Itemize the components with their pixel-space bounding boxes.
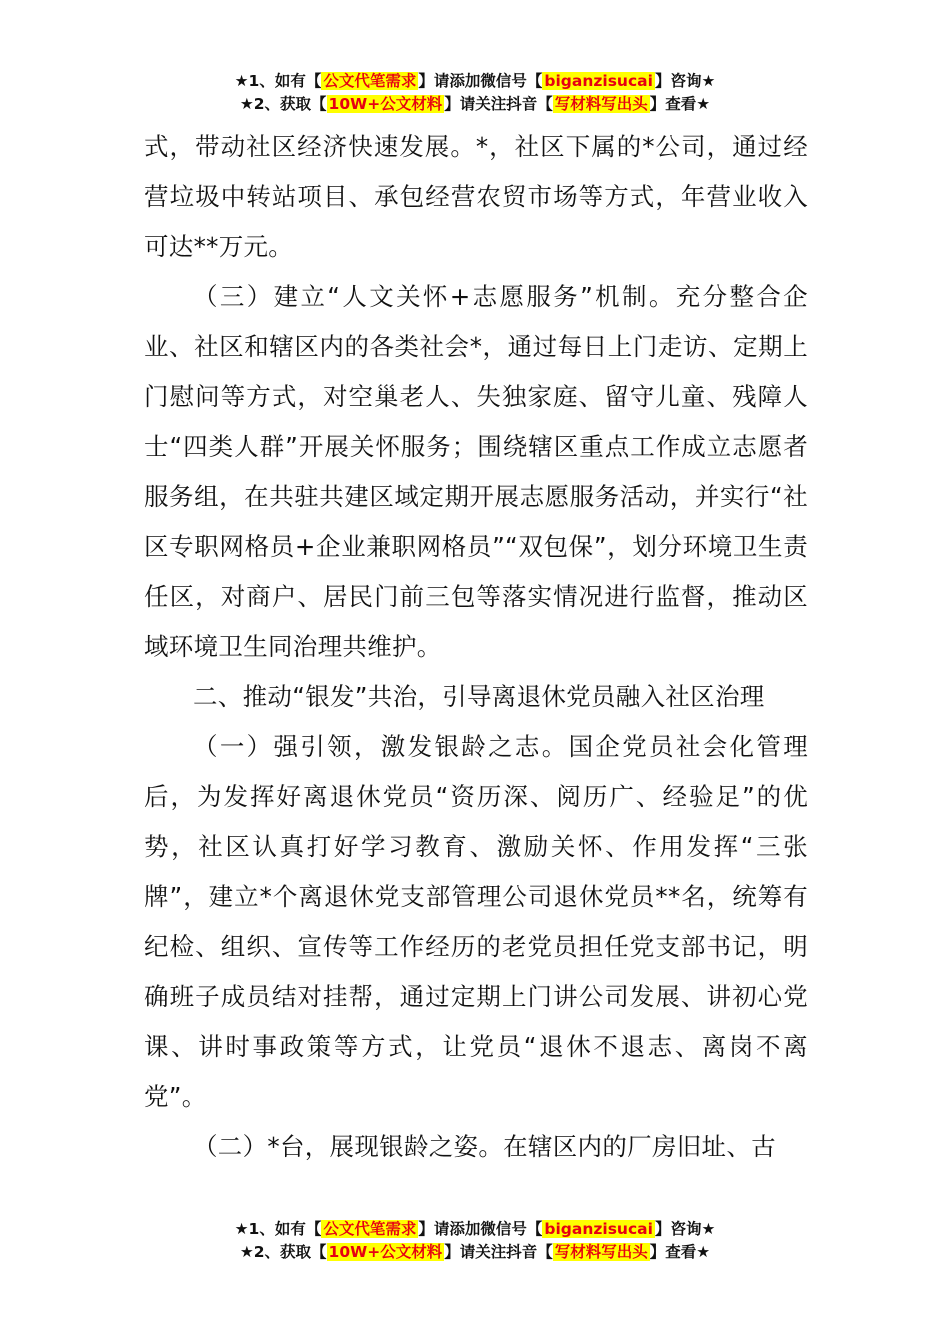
banner-line-2: ★2、获取【 10W+公文材料 】请关注抖音【 写材料写出头 】查看★ bbox=[239, 1243, 711, 1261]
highlight-douyin-account: 写材料写出头 bbox=[554, 95, 648, 113]
banner-line-1: ★1、如有【 公文代笔需求 】请添加微信号【 biganzisucai 】咨询★ bbox=[234, 1220, 716, 1238]
highlight-wechat-id: biganzisucai bbox=[544, 72, 653, 90]
banner-line-1: ★1、如有【 公文代笔需求 】请添加微信号【 biganzisucai 】咨询★ bbox=[234, 72, 716, 90]
banner-line-2: ★2、获取【 10W+公文材料 】请关注抖音【 写材料写出头 】查看★ bbox=[239, 95, 711, 113]
highlight-writing-service: 公文代笔需求 bbox=[323, 72, 417, 90]
paragraph-section-3: （三）建立“人文关怀+志愿服务”机制。充分整合企业、社区和辖区内的各类社会*，通过每日上门走访、定期上门慰问等方式，对空巢老人、失独家庭、留守儿童、残障人士“四类人群”开展关怀服务；围绕辖区重点工作成立志愿者服务组，在共驻共建区域定期开展志愿服务活动，并实行“社区专职网格员+企业兼职网格员”“双包保”，划分环境卫生责任区，对商户、居民门前三包等落实情况进行监督，推动区域环境卫生同治理共维护。 bbox=[144, 282, 808, 661]
highlight-douyin-account: 写材料写出头 bbox=[554, 1243, 648, 1261]
paragraph-subsection-2: （二）*台，展现银龄之姿。在辖区内的厂房旧址、古 bbox=[193, 1132, 776, 1161]
highlight-wechat-id: biganzisucai bbox=[544, 1220, 653, 1238]
highlight-materials: 10W+公文材料 bbox=[328, 1243, 443, 1261]
bottom-banner bbox=[0, 1218, 950, 1264]
paragraph-continuation: 式，带动社区经济快速发展。*，社区下属的*公司，通过经营垃圾中转站项目、承包经营农贸市场等方式，年营业收入可达**万元。 bbox=[144, 132, 808, 261]
document-body bbox=[144, 122, 808, 1172]
top-banner bbox=[0, 70, 950, 116]
paragraph-subsection-1: （一）强引领，激发银龄之志。国企党员社会化管理后，为发挥好离退休党员“资历深、阅历广、经验足”的优势，社区认真打好学习教育、激励关怀、作用发挥“三张牌”，建立*个离退休党支部管理公司退休党员**名，统筹有纪检、组织、宣传等工作经历的老党员担任党支部书记，明确班子成员结对挂帮，通过定期上门讲公司发展、讲初心党课、讲时事政策等方式，让党员“退休不退志、离岗不离党”。 bbox=[144, 732, 808, 1111]
heading-section-2: 二、推动“银发”共治，引导离退休党员融入社区治理 bbox=[193, 682, 765, 711]
highlight-writing-service: 公文代笔需求 bbox=[323, 1220, 417, 1238]
highlight-materials: 10W+公文材料 bbox=[328, 95, 443, 113]
